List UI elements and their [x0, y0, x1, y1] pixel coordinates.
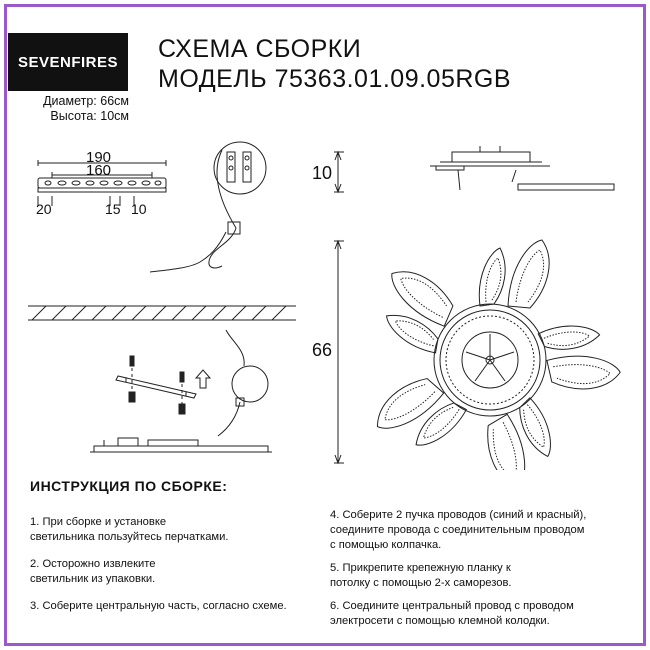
side-view-drawing	[334, 146, 614, 192]
step-5-line-2: потолку с помощью 2-х саморезов.	[330, 577, 512, 589]
bracket-dim-edge: 20	[36, 201, 52, 217]
step-3-line-1: 3. Соберите центральную часть, согласно схеме.	[30, 600, 287, 612]
step-6-line-2: электросети с помощью клемной колодки.	[330, 615, 550, 627]
bracket-dim-slot: 15	[105, 201, 121, 217]
instruction-step-6	[330, 599, 574, 629]
wire-connector-drawing	[150, 142, 266, 272]
instruction-step-5	[330, 561, 512, 591]
step-1-line-2: светильника пользуйтесь перчатками.	[30, 531, 229, 543]
bracket-dim-hole: 10	[131, 201, 147, 217]
step-2-line-1: 2. Осторожно извлеките	[30, 558, 156, 570]
center-hub	[466, 334, 514, 381]
instruction-step-3	[30, 599, 287, 614]
top-view-diameter-label: 66	[312, 340, 333, 360]
instruction-step-2	[30, 557, 155, 587]
petal-group	[372, 240, 623, 470]
instructions-heading: ИНСТРУКЦИЯ ПО СБОРКЕ:	[30, 478, 228, 494]
ceiling-mounting-drawing	[28, 306, 296, 452]
title-line-1: СХЕМА СБОРКИ	[158, 35, 362, 63]
step-4-line-2: соедините провода с соединительным проводом	[330, 524, 585, 536]
side-view-height-label: 10	[312, 163, 333, 183]
brand-logo-text: SEVENFIRES	[17, 53, 119, 71]
luminaire-top-view-drawing	[334, 240, 622, 470]
step-5-line-1: 5. Прикрепите крепежную планку к	[330, 562, 511, 574]
step-2-line-2: светильник из упаковки.	[30, 573, 156, 585]
step-4-line-3: с помощью колпачка.	[330, 539, 442, 551]
instruction-step-1	[30, 515, 228, 545]
spec-height: Высота: 10см	[50, 109, 129, 123]
title-line-2: МОДЕЛЬ 75363.01.09.05RGB	[158, 65, 512, 93]
bracket-dim-outer: 190	[86, 149, 112, 166]
step-1-line-1: 1. При сборке и установке	[30, 516, 167, 528]
step-4-line-1: 4. Соберите 2 пучка проводов (синий и красный),	[330, 509, 587, 521]
step-6-line-1: 6. Соедините центральный провод с проводом	[330, 600, 574, 612]
bracket-dim-inner: 160	[86, 162, 112, 179]
spec-diameter: Диаметр: 66см	[43, 94, 129, 108]
instruction-step-4	[330, 508, 586, 553]
